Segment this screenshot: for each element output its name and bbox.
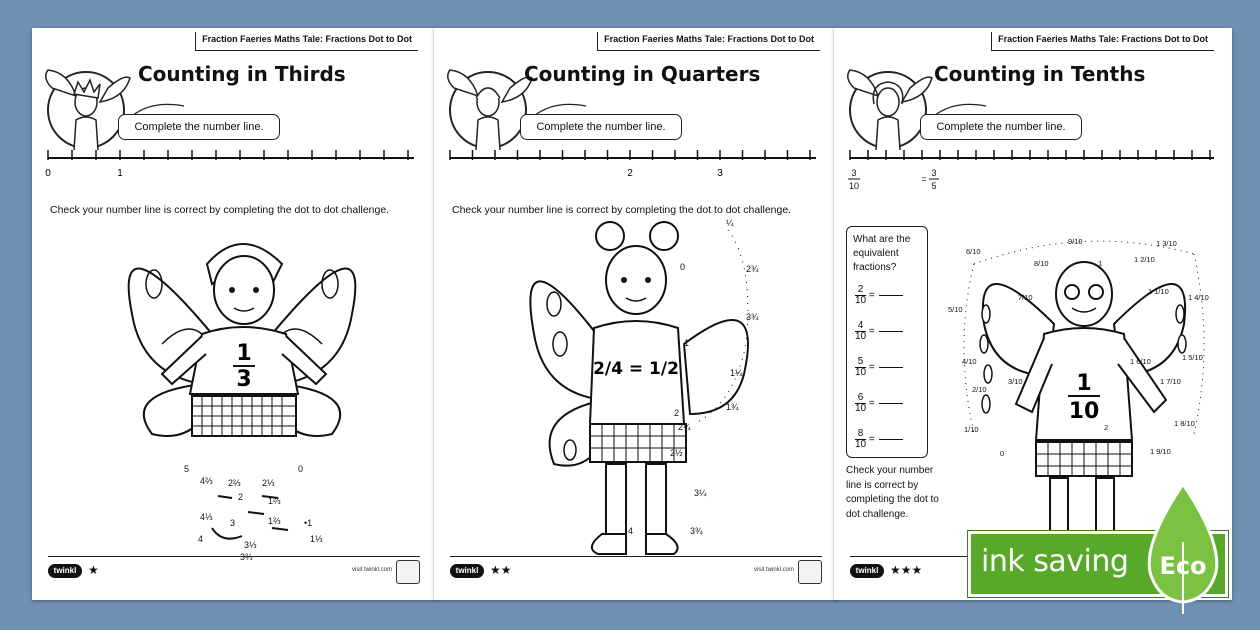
- quality-badge-icon: [798, 560, 822, 584]
- svg-text:3¾: 3¾: [746, 312, 759, 322]
- svg-text:1 3/10: 1 3/10: [1156, 239, 1177, 248]
- svg-text:4: 4: [628, 526, 634, 536]
- svg-text:2¾: 2¾: [746, 264, 759, 274]
- svg-text:3⅔: 3⅔: [240, 552, 253, 562]
- number-line: [450, 150, 820, 210]
- visit-link: visit twinkl.com: [753, 567, 794, 573]
- worksheet-thirds: [32, 28, 436, 600]
- svg-text:•1: •1: [304, 518, 313, 528]
- sweater-denominator: 10: [1068, 399, 1100, 424]
- svg-text:9/10: 9/10: [1068, 237, 1083, 246]
- fairy-dot-to-dot-quarters: [514, 218, 814, 560]
- fairy-dot-to-dot-thirds: [92, 224, 392, 560]
- svg-text:1¾: 1¾: [726, 402, 739, 412]
- svg-text:7/10: 7/10: [1018, 293, 1033, 302]
- svg-text:4/10: 4/10: [962, 357, 977, 366]
- svg-text:5/10: 5/10: [948, 305, 963, 314]
- eco-label: Eco: [1159, 552, 1207, 580]
- svg-text:1 5/10: 1 5/10: [1182, 353, 1203, 362]
- series-title: Fraction Faeries Maths Tale: Fractions Dot to Dot: [195, 32, 418, 51]
- equivalent-row: $\frac{8}{10}$ =: [855, 429, 903, 450]
- answer-blank[interactable]: [879, 367, 903, 368]
- numline-label: 2: [627, 168, 633, 179]
- svg-text:1 9/10: 1 9/10: [1150, 447, 1171, 456]
- sweater-numerator: 1: [1076, 371, 1092, 396]
- svg-text:1 7/10: 1 7/10: [1160, 377, 1181, 386]
- instruction-box: Complete the number line.: [118, 114, 280, 140]
- equivalent-question: What are the equivalent fractions?: [853, 234, 911, 273]
- page-title: Counting in Thirds: [138, 62, 346, 86]
- svg-text:2¼: 2¼: [678, 422, 691, 432]
- numline-label: 1: [117, 168, 123, 179]
- svg-text:4⅓: 4⅓: [200, 512, 213, 522]
- svg-text:3¾: 3¾: [690, 526, 703, 536]
- svg-text:2½: 2½: [670, 448, 683, 458]
- svg-text:2⅓: 2⅓: [262, 478, 275, 488]
- svg-text:5: 5: [184, 464, 190, 474]
- equivalent-fractions-box: [846, 226, 928, 458]
- svg-text:3/10: 3/10: [1008, 377, 1023, 386]
- numline-label: 10: [848, 181, 860, 191]
- svg-text:1¼: 1¼: [730, 368, 743, 378]
- series-title: Fraction Faeries Maths Tale: Fractions Dot to Dot: [597, 32, 820, 51]
- svg-text:1/10: 1/10: [964, 425, 979, 434]
- numline-label: 5: [931, 181, 937, 191]
- equivalent-row: $\frac{5}{10}$ =: [855, 357, 903, 378]
- fairy-portrait-icon: [38, 58, 134, 154]
- number-line: [45, 150, 418, 210]
- equivalent-row: $\frac{6}{10}$ =: [855, 393, 903, 414]
- svg-text:1 1/10: 1 1/10: [1148, 287, 1169, 296]
- answer-blank[interactable]: [879, 295, 903, 296]
- fairy-portrait-icon: [440, 58, 536, 154]
- numline-label: 3: [851, 168, 857, 178]
- svg-text:0: 0: [680, 262, 686, 272]
- svg-text:1⅔: 1⅔: [268, 496, 281, 506]
- twinkl-logo: twinkl: [850, 564, 884, 578]
- check-instruction: Check your number line is correct by completing the dot to dot challenge.: [452, 204, 792, 216]
- eco-leaf-icon: [1142, 482, 1224, 616]
- sweater-equation: 2/4 = 1/2: [593, 359, 679, 379]
- check-instruction: Check your number line is correct by completing the dot to dot challenge.: [50, 204, 390, 216]
- svg-text:2/10: 2/10: [972, 385, 987, 394]
- svg-text:1: 1: [684, 338, 690, 348]
- sweater-denominator: 3: [236, 367, 252, 392]
- svg-text:3: 3: [230, 518, 236, 528]
- answer-blank[interactable]: [879, 439, 903, 440]
- instruction-box: Complete the number line.: [920, 114, 1082, 140]
- difficulty-stars: ★★★: [890, 563, 923, 577]
- answer-blank[interactable]: [879, 331, 903, 332]
- svg-text:2⅔: 2⅔: [228, 478, 241, 488]
- worksheet-quarters: [434, 28, 838, 600]
- svg-text:6/10: 6/10: [966, 247, 981, 256]
- svg-text:4⅔: 4⅔: [200, 476, 213, 486]
- equivalent-row: $\frac{2}{10}$ =: [855, 285, 903, 306]
- svg-text:1⅓: 1⅓: [310, 534, 323, 544]
- svg-text:¼: ¼: [726, 218, 734, 228]
- twinkl-logo: twinkl: [450, 564, 484, 578]
- equivalent-row: $\frac{4}{10}$ =: [855, 321, 903, 342]
- svg-text:1⅔: 1⅔: [268, 516, 281, 526]
- difficulty-stars: ★★: [490, 563, 512, 577]
- svg-text:8/10: 8/10: [1034, 259, 1049, 268]
- twinkl-logo: twinkl: [48, 564, 82, 578]
- quality-badge-icon: [396, 560, 420, 584]
- instruction-box: Complete the number line.: [520, 114, 682, 140]
- numline-label: =: [921, 174, 927, 184]
- svg-text:1 6/10: 1 6/10: [1130, 357, 1151, 366]
- svg-text:1 8/10: 1 8/10: [1174, 419, 1195, 428]
- svg-text:2: 2: [1104, 423, 1109, 432]
- svg-text:0: 0: [298, 464, 304, 474]
- svg-text:3¼: 3¼: [694, 488, 707, 498]
- sweater-numerator: 1: [236, 341, 252, 366]
- footer-divider: [48, 556, 420, 557]
- page-title: Counting in Tenths: [934, 62, 1146, 86]
- svg-text:2: 2: [238, 492, 244, 502]
- series-title: Fraction Faeries Maths Tale: Fractions Dot to Dot: [991, 32, 1214, 51]
- number-line: [850, 150, 1220, 210]
- page-title: Counting in Quarters: [524, 62, 761, 86]
- svg-text:0: 0: [1000, 449, 1005, 458]
- visit-link: visit twinkl.com: [351, 567, 392, 573]
- svg-text:1 2/10: 1 2/10: [1134, 255, 1155, 264]
- svg-text:4: 4: [198, 534, 204, 544]
- footer-divider: [450, 556, 822, 557]
- numline-label: 3: [717, 168, 723, 179]
- difficulty-stars: ★: [88, 563, 99, 577]
- svg-text:3⅓: 3⅓: [244, 540, 257, 550]
- fairy-portrait-icon: [840, 58, 936, 154]
- numline-label: 0: [45, 168, 51, 179]
- ink-saving-text: ink saving: [981, 544, 1129, 579]
- answer-blank[interactable]: [879, 403, 903, 404]
- svg-text:2: 2: [674, 408, 680, 418]
- numline-label: 3: [931, 168, 937, 178]
- svg-text:1: 1: [1098, 259, 1103, 268]
- svg-text:1 4/10: 1 4/10: [1188, 293, 1209, 302]
- check-instruction-side: Check your number line is correct by completing the dot to dot challenge.: [846, 465, 939, 520]
